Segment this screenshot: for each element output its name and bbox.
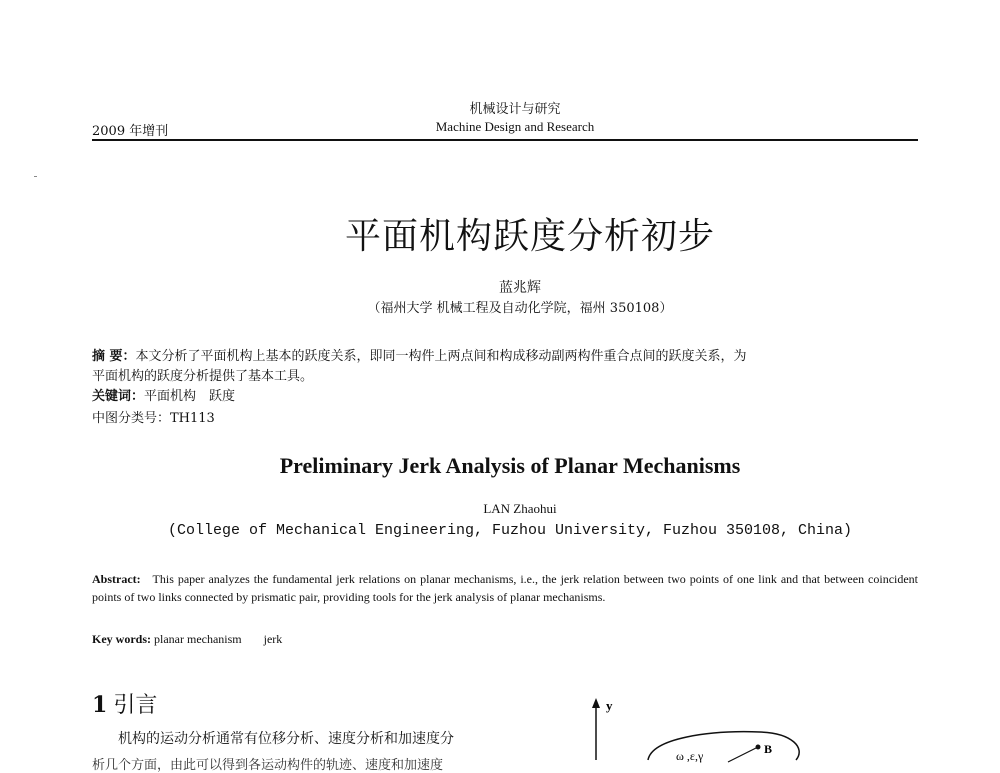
abstract-en — [92, 570, 918, 606]
y-axis-label: y — [606, 698, 613, 713]
paper-title-cn: 平面机构跃度分析初步 — [344, 216, 715, 257]
keywords-cn-label: 关键词： — [92, 389, 145, 404]
motion-label: ω ,ε,γ — [676, 749, 704, 763]
point-b-label: B — [764, 742, 773, 756]
keyword-2: jerk — [263, 632, 283, 646]
point-b-leader — [728, 748, 756, 762]
link-body-outline — [648, 732, 799, 760]
keyword-1: planar mechanism — [154, 632, 242, 646]
classification-number: 中图分类号：TH113 — [92, 411, 215, 426]
point-b-marker — [756, 745, 761, 750]
section-title: 引言 — [113, 693, 158, 718]
author-en: LAN Zhaohui — [483, 501, 557, 516]
header-rule — [92, 139, 918, 141]
section-number: 1 — [92, 692, 108, 718]
paper-title-en: Preliminary Jerk Analysis of Planar Mechanisms — [279, 453, 741, 478]
journal-name-en: Machine Design and Research — [435, 119, 595, 134]
intro-paragraph: 机构的运动分析通常有位移分析、速度分析和加速度分 — [118, 731, 454, 747]
abstract-cn-label: 摘 要： — [92, 349, 136, 364]
affiliation-en: (College of Mechanical Engineering, Fuzhou University, Fuzhou 350108, China) — [167, 522, 853, 539]
intro-paragraph-cutoff: 析几个方面，由此可以得到各运动构件的轨迹、速度和加速度 — [92, 758, 444, 773]
affiliation-cn: （福州大学 机械工程及自动化学院，福州 350108） — [367, 301, 673, 316]
keywords-cn — [92, 385, 235, 404]
journal-name-cn: 机械设计与研究 — [469, 102, 561, 117]
abstract-en-label: Abstract: — [92, 572, 141, 586]
abstract-cn-text-1: 本文分析了平面机构上基本的跃度关系，即同一构件上两点间和构成移动副两构件重合点间的跃度关系，为 — [135, 349, 747, 364]
section-heading — [92, 688, 157, 719]
keywords-en-label: Key words: — [92, 632, 151, 646]
issue-label: 2009 年增刊 — [92, 124, 169, 139]
y-axis-arrowhead — [592, 698, 600, 708]
keywords-en — [92, 632, 282, 647]
author-cn: 蓝兆辉 — [499, 280, 541, 296]
kinematics-figure — [560, 690, 840, 763]
keywords-cn-text: 平面机构 跃度 — [144, 389, 236, 404]
scan-mark — [34, 176, 37, 177]
abstract-cn-line-2: 平面机构的跃度分析提供了基本工具。 — [92, 369, 314, 384]
abstract-en-text: This paper analyzes the fundamental jerk relations on planar mechanisms, i.e., the jerk relation between two points of one link and that between coincident points of two links connected by prismatic pair, providing tools for the jerk analysis of planar mechanisms. — [92, 572, 919, 604]
abstract-cn-line-1 — [92, 345, 747, 364]
